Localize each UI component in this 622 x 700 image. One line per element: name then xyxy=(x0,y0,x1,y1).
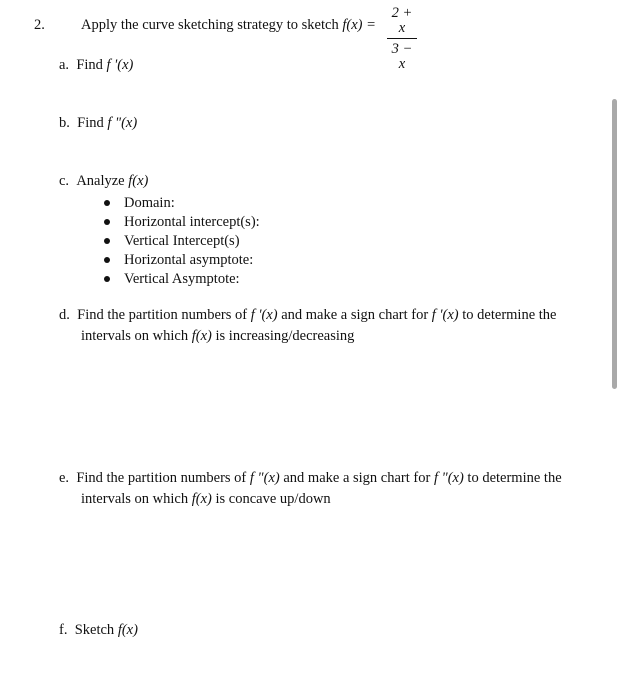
part-a-text: Find xyxy=(76,57,103,73)
part-e-text: Find the partition numbers of xyxy=(76,470,247,486)
part-e-expr-2: f "(x) xyxy=(433,470,464,486)
bullet-horizontal-asymptote: Horizontal asymptote: xyxy=(124,252,254,268)
bullet-dot xyxy=(104,200,110,206)
part-d-letter: d. xyxy=(59,307,70,323)
bullet-dot xyxy=(104,219,110,225)
part-e-letter: e. xyxy=(59,470,70,486)
part-e-text: to determine the xyxy=(467,470,562,486)
part-f-text: Sketch xyxy=(74,622,115,638)
part-d-text: intervals on which xyxy=(81,328,189,344)
part-a xyxy=(59,58,133,73)
part-d-text: Find the partition numbers of xyxy=(77,307,248,323)
part-d-line-1 xyxy=(59,308,556,323)
part-b-expr: f "(x) xyxy=(107,115,138,131)
problem-statement xyxy=(81,18,376,33)
part-d-expr-3: f(x) xyxy=(191,328,212,344)
part-e-line-2 xyxy=(81,492,331,507)
part-a-expr: f '(x) xyxy=(106,57,134,73)
part-c xyxy=(59,174,148,189)
part-c-text: Analyze xyxy=(76,173,125,189)
part-d-line-2 xyxy=(81,329,354,344)
part-d-expr-1: f '(x) xyxy=(250,307,278,323)
bullet-domain: Domain: xyxy=(124,195,175,211)
function-lhs: f(x) = xyxy=(342,17,376,33)
part-b-text: Find xyxy=(77,115,104,131)
part-c-letter: c. xyxy=(59,173,70,189)
part-b-letter: b. xyxy=(59,115,70,131)
part-e-expr-1: f "(x) xyxy=(249,470,280,486)
part-d-text: is increasing/decreasing xyxy=(215,328,355,344)
bullet-horizontal-intercepts: Horizontal intercept(s): xyxy=(124,214,260,230)
bullet-vertical-asymptote: Vertical Asymptote: xyxy=(124,271,240,287)
function-fraction xyxy=(387,6,417,71)
part-e-expr-3: f(x) xyxy=(191,491,212,507)
bullet-dot xyxy=(104,238,110,244)
part-d-text: to determine the xyxy=(462,307,557,323)
bullet-vertical-intercepts: Vertical Intercept(s) xyxy=(124,233,240,249)
part-d-expr-2: f '(x) xyxy=(431,307,459,323)
part-e-text: intervals on which xyxy=(81,491,189,507)
part-d-text: and make a sign chart for xyxy=(281,307,429,323)
part-f-expr: f(x) xyxy=(117,622,138,638)
part-c-expr: f(x) xyxy=(128,173,149,189)
bullet-dot xyxy=(104,276,110,282)
problem-number: 2. xyxy=(34,17,45,33)
part-f-letter: f. xyxy=(59,622,68,638)
bullet-dot xyxy=(104,257,110,263)
part-a-letter: a. xyxy=(59,57,70,73)
fraction-numerator: 2 + x xyxy=(387,6,417,39)
part-e-text: and make a sign chart for xyxy=(283,470,431,486)
vertical-scrollbar[interactable] xyxy=(612,99,617,389)
part-e-text: is concave up/down xyxy=(215,491,331,507)
problem-prompt: Apply the curve sketching strategy to sketch xyxy=(81,17,339,33)
part-b xyxy=(59,116,137,131)
part-e-line-1 xyxy=(59,471,562,486)
part-f xyxy=(59,623,138,638)
fraction-denominator: 3 − x xyxy=(391,41,413,72)
